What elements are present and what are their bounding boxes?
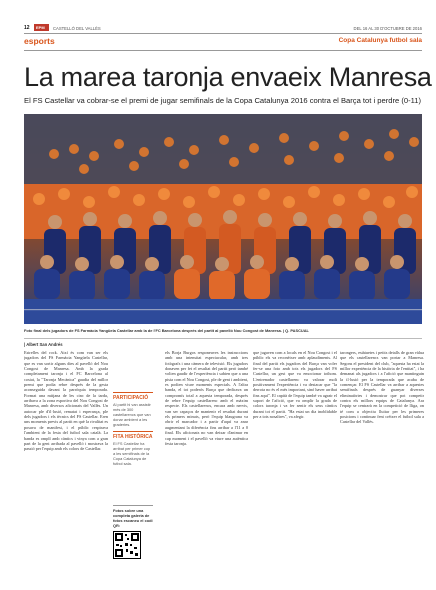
qr-code-icon[interactable] <box>113 531 141 559</box>
article-byline: | Albert San Andrés <box>24 342 63 347</box>
info-sidebar <box>113 392 153 466</box>
article-column-1: Estrelles del rock. Així és com van ser els jugadors del FS Farmàcia Yangüela Castellar, que es van sortir alguns dies al pavelló del Nou Congost de Manresa. Amb la grada completament taronja i el FC Barcelona al costat, la "Taronja Mecànica" gaudia del millor premi que podia rebre després de la gesta aconseguida davant la parròquia temporada. Format una mitjana de les cinc de la tarda, arribava a la zona esportiva del Nou Congost de Manresa, amb diversos aficionats del Vallès. Un autocar ple d'il·lusió, rematat i esperança, ple dels jugadors i els tècnics del FS Castellar. Eren uns moments previs al partit en què la rivalitat es posava de manifest, i el públic respirava l'ambient de la festa del futbol sala català. La banda es omplí amb càntics i vinya com a gran part de la gent arribada al pavelló i mostrava la passió per l'equip amb els colors de Castellar. <box>24 350 108 452</box>
article-column-3: que jugaven com a locals en el Nou Congost i el públic els va reconèixer amb aplaudiments. Al final del partit els jugadors del Barça van voler fer-se una foto amb tots els jugadors del FS Castellar, un gest que va emocionar tothom. L'entrenador castellarenc va valorar molt positivament l'experiència i va destacar que "la derrota no és el més important, sinó haver arribat fins aquí". El capità de l'equip també va agrair el suport de l'afició, que va omplir la grada de colors taronja i va fer sentir els seus càntics durant tot el partit. "Ha estat un dia inoblidable per a tots nosaltres", va afegir. <box>253 350 337 420</box>
subsection-title: Copa Catalunya futbol sala <box>338 37 422 44</box>
article-column-2: els Borja Burgos responeuves les instruccions amb una intensitat espectacular, amb tres fotògrafs i una càmera de televisió. Els jugadors donaven per fet el resultat del partit però també volien gaudir de l'experiència i sabien que a una pista com el Nou Congost, ple de gent i ambient, es podien viure moments especials. A l'altra banda, el tot poderós Barça que dedicava un compromís total a aquesta temporada, després de rebre l'equip castellarenc amb el màxim respecte. Els castellarencs, encara amb nervis, van ser capaços de mantenir el resultat durant els primers minuts, però l'equip blaugrana va obrir el marcador i a partir d'aquí va anar augmentant la diferència fins arribar a l'11 a 0 final. Els aficionats no van deixar d'animar en cap moment i el pavelló va viure una autèntica festa taronja. <box>165 350 248 446</box>
byline-name: Albert San Andrés <box>26 342 63 347</box>
paper-logo <box>34 24 49 31</box>
page-number: 12 <box>24 25 30 31</box>
section-title: esports <box>24 36 55 46</box>
team-photo <box>24 114 422 324</box>
caption-rule <box>24 338 422 339</box>
header-rule <box>24 33 422 34</box>
article-column-4: tarongers, estàtuetes i petits detalls de gran vàlua que els castellarencs van portar a Manresa. Segons el president del club, "aquesta ha estat la millor experiència de la història de l'entitat", i ha demanat als jugadors i a l'afició que mantinguin la il·lusió per la temporada que acaba de començar. El FS Castellar va arribar a aquestes semifinals després de guanyar diverses eliminatòries i demostrar que pot competir contra els millors equips de Catalunya. Ara l'equip se centrarà en la competició de lliga, on té com a objectiu lluitar per les primeres posicions i continuar fent créixer el futbol sala a Castellar del Vallès. <box>340 350 424 425</box>
paper-name: EPM <box>36 25 45 30</box>
sidebar-text-2: El FS Castellar ha arribat per primer cop a les semifinals de la Copa Catalunya de futbol sala. <box>113 441 151 466</box>
header-date: DEL 16 AL 30 D'OCTUBRE DE 2016 <box>353 26 422 31</box>
article-subhead: El FS Castellar va cobrar-se el premi de jugar semifinals de la Copa Catalunya 2016 contra el Barça tot i perdre (0-11) <box>24 96 422 105</box>
qr-text: Fotos sobre una completa galeria de fotos escaneu el codi QR: <box>113 505 153 528</box>
section-rule <box>24 50 422 51</box>
team-photo-illustration <box>24 114 422 324</box>
page-header <box>24 24 422 33</box>
qr-box <box>113 505 153 559</box>
article-headline: La marea taronja envaeix Manresa <box>24 62 432 92</box>
sidebar-text: Al partit hi van assistir més de 300 castellarencs que van donar ambient a les graderies. <box>113 402 151 427</box>
photo-caption: Foto final dels jugadors de FS Farmàcia Yangüela Castellar amb la de l'FC Barcelona després del partit al pavelló Nou Congost de Manresa. | Q. PASCUAL <box>24 328 309 333</box>
sidebar-title-2: FITA HISTÒRICA <box>113 431 153 440</box>
header-place: CASTELLÓ DEL VALLÈS <box>53 26 101 31</box>
sidebar-title: PARTICIPACIÓ <box>113 392 153 401</box>
